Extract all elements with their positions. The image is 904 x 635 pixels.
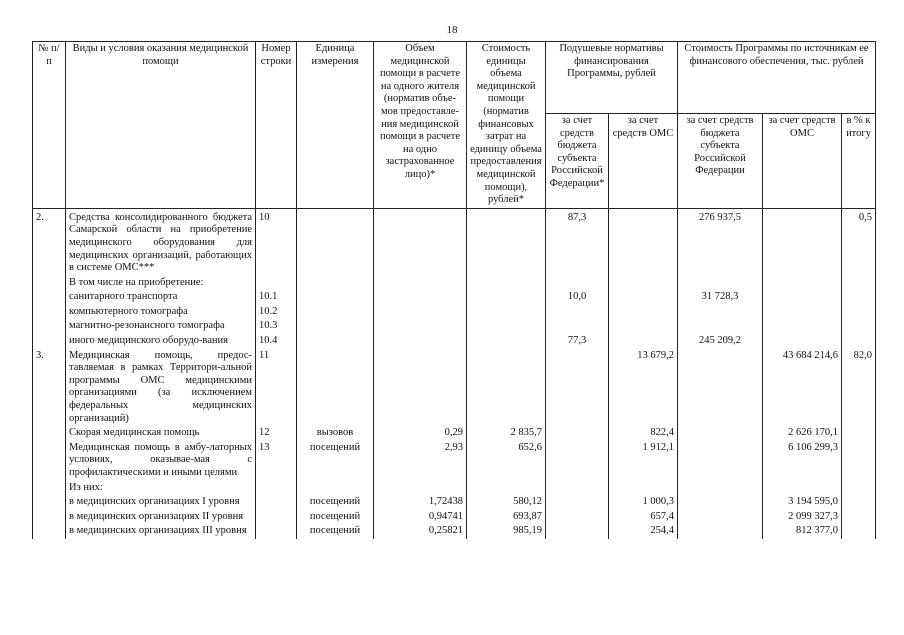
table-row [33, 441, 876, 481]
cell-per-capita-oms: 822,4 [609, 426, 678, 441]
cell-name: Скорая медицинская помощь [66, 426, 256, 441]
cell-unit [297, 319, 374, 334]
cell-volume [374, 349, 467, 427]
program-cost-table [32, 41, 876, 539]
cell-volume [374, 208, 467, 275]
cell-cost: 580,12 [467, 495, 546, 510]
cell-volume [374, 334, 467, 349]
cell-program-budget: 31 728,3 [678, 290, 763, 305]
cell-cost [467, 208, 546, 275]
table-row [33, 290, 876, 305]
cell-unit: посещений [297, 510, 374, 525]
cell-num [33, 334, 66, 349]
cell-name: магнитно-резонансного томографа [66, 319, 256, 334]
table-row [33, 334, 876, 349]
table-row [33, 349, 876, 427]
cell-program-pct [842, 524, 876, 539]
cell-unit: посещений [297, 441, 374, 481]
cell-num [33, 290, 66, 305]
cell-program-pct [842, 290, 876, 305]
cell-program-pct [842, 481, 876, 496]
cell-unit: посещений [297, 524, 374, 539]
cell-cost [467, 334, 546, 349]
cell-per-capita-oms: 1 000,3 [609, 495, 678, 510]
cell-cost: 693,87 [467, 510, 546, 525]
header-program-cost: Стоимость Программы по источникам ее финансового обеспечения, тыс. рублей [678, 42, 876, 114]
table-row [33, 495, 876, 510]
cell-row-number: 10.4 [256, 334, 297, 349]
cell-cost [467, 276, 546, 291]
cell-per-capita-budget [546, 495, 609, 510]
cell-volume [374, 290, 467, 305]
cell-program-pct [842, 426, 876, 441]
cell-unit [297, 334, 374, 349]
cell-program-pct [842, 305, 876, 320]
table-row [33, 208, 876, 275]
cell-program-oms: 6 106 299,3 [763, 441, 842, 481]
header-program-oms: за счет средств ОМС [763, 113, 842, 208]
header-per-capita-oms: за счет средств ОМС [609, 113, 678, 208]
cell-num: 2. [33, 208, 66, 275]
cell-name: Средства консолидированного бюджета Самарской области на приобретение медицинского оборудования для медицинских организаций, работающих в системе ОМС*** [66, 208, 256, 275]
cell-row-number: 10.2 [256, 305, 297, 320]
header-unit: Единица измерения [297, 42, 374, 209]
cell-row-number: 11 [256, 349, 297, 427]
cell-per-capita-oms [609, 290, 678, 305]
header-per-capita-budget: за счет средств бюджета субъекта Российской Федерации* [546, 113, 609, 208]
cell-row-number [256, 481, 297, 496]
cell-program-budget: 276 937,5 [678, 208, 763, 275]
cell-program-budget [678, 276, 763, 291]
cell-per-capita-oms [609, 481, 678, 496]
cell-row-number [256, 276, 297, 291]
table-row [33, 524, 876, 539]
cell-per-capita-budget [546, 441, 609, 481]
cell-per-capita-budget [546, 319, 609, 334]
header-volume: Объем медицинской помощи в расчете на одного жителя (норматив объе-мов предоставле-ния медицинской помощи в расчете на одно застрахованное лицо)* [374, 42, 467, 209]
table-row [33, 276, 876, 291]
cell-program-pct [842, 510, 876, 525]
header-type: Виды и условия оказания медицинской помощи [66, 42, 256, 209]
cell-per-capita-oms: 13 679,2 [609, 349, 678, 427]
cell-program-pct [842, 334, 876, 349]
table-row [33, 510, 876, 525]
cell-volume: 2,93 [374, 441, 467, 481]
cell-per-capita-budget [546, 305, 609, 320]
cell-program-pct [842, 319, 876, 334]
cell-program-pct: 82,0 [842, 349, 876, 427]
cell-name: в медицинских организациях II уровня [66, 510, 256, 525]
header-program-pct: в % к итогу [842, 113, 876, 208]
cell-per-capita-budget [546, 349, 609, 427]
cell-name: в медицинских организациях I уровня [66, 495, 256, 510]
cell-per-capita-budget [546, 481, 609, 496]
table-header [33, 42, 876, 209]
cell-per-capita-oms: 254,4 [609, 524, 678, 539]
cell-name: В том числе на приобретение: [66, 276, 256, 291]
cell-per-capita-oms [609, 305, 678, 320]
cell-name: санитарного транспорта [66, 290, 256, 305]
cell-program-budget [678, 441, 763, 481]
cell-num [33, 495, 66, 510]
cell-volume [374, 276, 467, 291]
cell-name: Медицинская помощь, предос-тавляемая в рамках Территори-альной программы ОМС медицинскими организациями (за исключением федеральных медицинских организаций) [66, 349, 256, 427]
cell-volume: 0,29 [374, 426, 467, 441]
cell-num [33, 510, 66, 525]
table-row [33, 481, 876, 496]
cell-program-oms [763, 481, 842, 496]
cell-program-oms [763, 305, 842, 320]
cell-program-budget [678, 510, 763, 525]
cell-unit [297, 276, 374, 291]
cell-volume: 0,94741 [374, 510, 467, 525]
cell-program-budget [678, 319, 763, 334]
cell-per-capita-oms: 1 912,1 [609, 441, 678, 481]
cell-program-oms: 43 684 214,6 [763, 349, 842, 427]
cell-per-capita-budget: 87,3 [546, 208, 609, 275]
cell-num [33, 426, 66, 441]
table-row [33, 319, 876, 334]
cell-cost [467, 290, 546, 305]
cell-program-oms: 2 626 170,1 [763, 426, 842, 441]
cell-program-budget [678, 426, 763, 441]
cell-unit [297, 290, 374, 305]
cell-cost [467, 319, 546, 334]
cell-unit: посещений [297, 495, 374, 510]
cell-per-capita-oms: 657,4 [609, 510, 678, 525]
cell-num [33, 481, 66, 496]
cell-row-number: 10 [256, 208, 297, 275]
cell-per-capita-budget: 77,3 [546, 334, 609, 349]
cell-row-number [256, 495, 297, 510]
cell-row-number [256, 524, 297, 539]
header-num: № п/п [33, 42, 66, 209]
cell-program-budget [678, 524, 763, 539]
cell-per-capita-oms [609, 276, 678, 291]
header-per-capita: Подушевые нормативы финансирования Программы, рублей [546, 42, 678, 114]
cell-per-capita-oms [609, 208, 678, 275]
header-row-number: Номер строки [256, 42, 297, 209]
cell-per-capita-oms [609, 319, 678, 334]
cell-unit: вызовов [297, 426, 374, 441]
cell-program-budget [678, 481, 763, 496]
cell-row-number [256, 510, 297, 525]
cell-per-capita-budget [546, 426, 609, 441]
cell-unit [297, 208, 374, 275]
cell-row-number: 10.3 [256, 319, 297, 334]
cell-program-oms [763, 208, 842, 275]
cell-row-number: 12 [256, 426, 297, 441]
cell-cost [467, 305, 546, 320]
table-row [33, 426, 876, 441]
cell-name: иного медицинского оборудо-вания [66, 334, 256, 349]
cell-name: Из них: [66, 481, 256, 496]
cell-num [33, 305, 66, 320]
cell-num: 3. [33, 349, 66, 427]
cell-per-capita-budget [546, 276, 609, 291]
cell-name: Медицинская помощь в амбу-латорных условиях, оказывае-мая с профилактическими и иными целями [66, 441, 256, 481]
cell-num [33, 319, 66, 334]
header-program-budget: за счет средств бюджета субъекта Российской Федерации [678, 113, 763, 208]
cell-program-oms [763, 290, 842, 305]
cell-program-oms [763, 276, 842, 291]
cell-program-budget [678, 495, 763, 510]
header-cost: Стоимость единицы объема медицинской помощи (норматив финансовых затрат на единицу объема предоставления медицинской помощи), рублей* [467, 42, 546, 209]
cell-cost: 985,19 [467, 524, 546, 539]
cell-per-capita-budget [546, 510, 609, 525]
cell-volume [374, 319, 467, 334]
cell-program-oms: 2 099 327,3 [763, 510, 842, 525]
cell-program-budget [678, 349, 763, 427]
cell-per-capita-budget [546, 524, 609, 539]
cell-unit [297, 481, 374, 496]
page-number: 18 [446, 24, 458, 36]
cell-num [33, 441, 66, 481]
cell-program-pct [842, 495, 876, 510]
cell-program-pct [842, 441, 876, 481]
cell-cost [467, 481, 546, 496]
cell-unit [297, 305, 374, 320]
cell-row-number: 13 [256, 441, 297, 481]
cell-num [33, 276, 66, 291]
cell-program-oms: 812 377,0 [763, 524, 842, 539]
cell-program-budget [678, 305, 763, 320]
cell-row-number: 10.1 [256, 290, 297, 305]
table-body [33, 208, 876, 539]
cell-volume: 1,72438 [374, 495, 467, 510]
cell-unit [297, 349, 374, 427]
cell-per-capita-oms [609, 334, 678, 349]
cell-volume [374, 481, 467, 496]
cell-cost: 652,6 [467, 441, 546, 481]
cell-program-oms [763, 319, 842, 334]
table-row [33, 305, 876, 320]
cell-name: компьютерного томографа [66, 305, 256, 320]
cell-program-pct: 0,5 [842, 208, 876, 275]
cell-cost [467, 349, 546, 427]
cell-program-oms: 3 194 595,0 [763, 495, 842, 510]
cell-volume: 0,25821 [374, 524, 467, 539]
cell-name: в медицинских организациях III уровня [66, 524, 256, 539]
cell-per-capita-budget: 10,0 [546, 290, 609, 305]
cell-num [33, 524, 66, 539]
cell-program-oms [763, 334, 842, 349]
cell-program-budget: 245 209,2 [678, 334, 763, 349]
cell-volume [374, 305, 467, 320]
cell-program-pct [842, 276, 876, 291]
cell-cost: 2 835,7 [467, 426, 546, 441]
